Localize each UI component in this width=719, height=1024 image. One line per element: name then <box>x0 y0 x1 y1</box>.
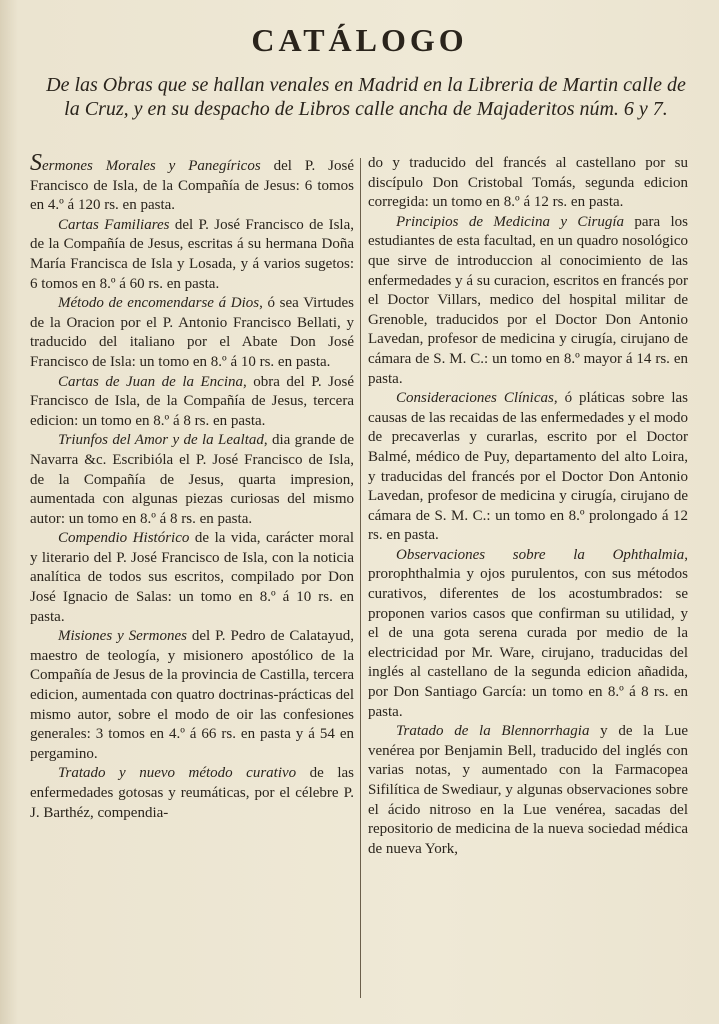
entry-text: del P. Pedro de Calatayud, maestro de teología, y misionero apostólico de la Compañía de Jesus de la provincia de Castilla, tercera edicion, aumentada con quatro doctrinas-prácticas del mismo autor, sobre el modo de oir las confesiones generales: 3 tomos en 4.º á 66 rs. en pasta y á 54 en pergamino. <box>30 628 354 762</box>
catalog-entry <box>30 764 354 823</box>
entry-title: Principios de Medicina y Cirugía <box>396 213 624 230</box>
entry-text: del P. José Francisco de Isla, de la Compañía de Jesus: 6 tomos en 4.º á 120 rs. en pasta. <box>30 158 354 214</box>
entry-title: Tratado de la Blennorrhagia <box>396 723 590 740</box>
page-title: CATÁLOGO <box>251 22 468 58</box>
catalog-entry <box>30 294 354 372</box>
entry-text: , obra del P. José Francisco de Isla, de la Compañía de Jesus, tercera edicion: un tomo en 8.º á 8 rs. en pasta. <box>30 373 354 429</box>
entry-title: Cartas de Juan de la Encina <box>58 373 243 390</box>
right-column <box>368 154 688 859</box>
catalog-entry <box>30 627 354 764</box>
entry-title: Observaciones sobre la Ophthalmia <box>396 546 685 563</box>
entry-text: del P. José Francisco de Isla, de la Compañía de Jesus, escritas á su hermana Doña María Francisca de Isla y Losada, y á varios sugetos: 6 tomos en 8.º á 60 rs. en pasta. <box>30 216 354 292</box>
catalog-entry <box>368 546 688 722</box>
entry-title: ermones Morales y Panegíricos <box>42 158 261 174</box>
catalog-entry <box>30 373 354 432</box>
entry-title: Misiones y Sermones <box>58 628 187 645</box>
catalog-entry <box>368 154 688 213</box>
entry-title: Consideraciones Clínicas <box>396 390 554 407</box>
entry-title: Cartas Familiares <box>58 216 170 233</box>
entry-title: Triunfos del Amor y de la Lealtad <box>58 432 264 449</box>
catalog-entry <box>30 216 354 294</box>
entry-text: para los estudiantes de esta facultad, en un quadro nosológico que sirve de introduccion al conocimiento de las enfermedades y á su curacion, escritos en francés por el Doctor Villars, medico del hospital militar de Grenoble, traducidos por el Doctor Don Antonio Lavedan, profesor de medicina y cirugía, cirujano de cámara de S. M. C.: un tomo en 8.º mayor á 14 rs. en pasta. <box>368 213 688 387</box>
entry-text: , ó sea Virtudes de la Oracion por el P. Antonio Francisco Bellati, y traducido del italiano por el Abate Don José Francisco de Isla: un tomo en 8.º á 10 rs. en pasta. <box>30 295 354 370</box>
entry-text: , ó pláticas sobre las causas de las recaidas de las enfermedades y el modo de precaverlas y curarlas, escrito por el Doctor Balmé, médico de Puy, departamento del alto Loira, y traducidas del francés por el Doctor Don Antonio Lavedan, profesor de medicina y cirugía, cirujano de cámara de S. M. C.: un tomo en 8.º prolongado á 12 rs. en pasta. <box>368 390 689 544</box>
catalog-entry <box>368 722 688 859</box>
entry-text: , prorophthalmia y ojos purulentos, con sus métodos curativos, diferentes de los acostumbrados: se proponen varios casos que confirman su utilidad, y el de una gota serena curada por medio de la electricidad por Mr. Ware, cirujano, traducidas del inglés al castellano de la segunda edicion añadida, por Don Santiago García: un tomo en 8.º á 8 rs. en pasta. <box>368 546 688 720</box>
catalog-entry <box>30 529 354 627</box>
entry-text: y de la Lue venérea por Benjamin Bell, traducido del inglés con varias notas, y aumentado con la Farmacopea Sifilítica de Swediaur, y algunas observaciones sobre el ácido nitroso en la Lue venérea, sacadas del repositorio de medicina de la nueva sociedad médica de nueva York, <box>368 723 688 857</box>
entry-text: do y traducido del francés al castellano por su discípulo Don Cristobal Tomás, segunda edicion corregida: un tomo en 8.º á 12 rs. en pasta. <box>368 155 688 211</box>
catalog-entry <box>30 431 354 529</box>
page-subtitle: De las Obras que se hallan venales en Madrid en la Libreria de Martin calle de la Cruz, y en su despacho de Libros calle ancha de Majaderitos núm. 6 y 7. <box>46 74 686 120</box>
entry-title: Compendio Histórico <box>58 530 190 547</box>
entry-dropcap: S <box>30 150 42 176</box>
left-column <box>30 150 355 823</box>
entry-text: de la vida, carácter moral y literario del P. José Francisco de Isla, con la noticia analítica de todos sus escritos, compilado por Don José Ignacio de Salas: un tomo en 8.º á 10 rs. en pasta. <box>30 530 354 625</box>
catalog-entry <box>368 213 688 389</box>
catalog-entry <box>368 389 688 546</box>
entry-title: Método de encomendarse á Dios <box>58 295 260 312</box>
entry-text: , dia grande de Navarra &c. Escribióla el P. José Francisco de Isla, de la Compañía de Jesus, quarta impresion, aumentada con algunas piezas curiosas del mismo autor: un tomo en 8.º á 8 rs. en pasta. <box>30 432 354 527</box>
entry-text: de las enfermedades gotosas y reumáticas, por el célebre P. J. Barthéz, compendia- <box>30 765 355 821</box>
column-divider <box>360 158 361 998</box>
entry-title: Tratado y nuevo método curativo <box>58 765 297 782</box>
catalog-entry <box>30 150 354 216</box>
